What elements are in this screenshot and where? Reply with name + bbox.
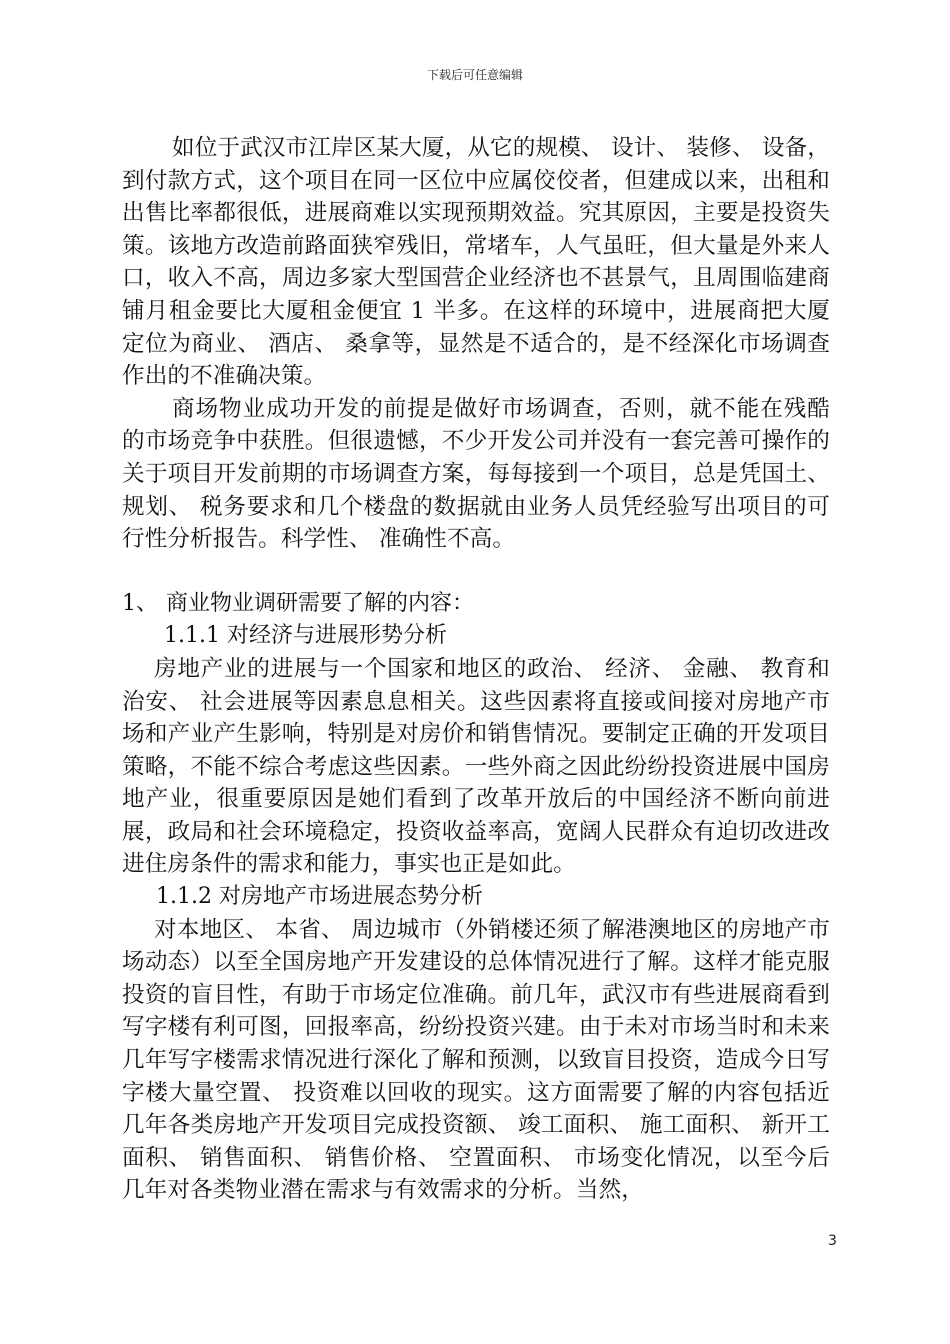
paragraph-market: 对本地区、 本省、 周边城市（外销楼还须了解港澳地区的房地产市场动态）以至全国房地产开发建设的总体情况进行了解。这样才能克服投资的盲目性，有助于市场定位准确。前几年，武汉市有些进展商看到写字楼有利可图，回报率高，纷纷投资兴建。由于未对市场当时和未来几年写字楼需求情况进行深化了解和预测，以致盲目投资，造成今日写字楼大量空置、 投资难以回收的现实。这方面需要了解的内容包括近几年各类房地产开发项目完成投资额、 竣工面积、 施工面积、 新开工面积、 销售面积、 销售价格、 空置面积、 市场变化情况，以至今后几年对各类物业潜在需求与有效需求的分析。当然， xyxy=(122,916,830,1204)
subsection-heading-economy: 1.1.1 对经济与进展形势分析 xyxy=(164,623,447,649)
section-heading xyxy=(122,588,830,621)
subsection-heading-market: 1.1.2 对房地产市场进展态势分析 xyxy=(156,884,483,910)
paragraph-market-survey: 商场物业成功开发的前提是做好市场调查，否则，就不能在残酷的市场竞争中获胜。但很遗憾，不少开发公司并没有一套完善可操作的关于项目开发前期的市场调查方案，每每接到一个项目，总是凭国土、 规划、 税务要求和几个楼盘的数据就由业务人员凭经验写出项目的可行性分析报告。科学性、 准确性不高。 xyxy=(122,395,830,553)
paragraph-case-example: 如位于武汉市江岸区某大厦，从它的规模、 设计、 装修、 设备，到付款方式，这个项目在同一区位中应属佼佼者，但建成以来，出租和出售比率都很低，进展商难以实现预期效益。究其原因，主要是投资失策。该地方改造前路面狭窄残旧，常堵车，人气虽旺，但大量是外来人口，收入不高，周边多家大型国营企业经济也不甚景气，且周围临建商铺月租金要比大厦租金便宜 1 半多。在这样的环境中，进展商把大厦定位为商业、 酒店、 桑拿等，显然是不适合的，是不经深化市场调查作出的不准确决策。 xyxy=(122,135,830,390)
section-title: 商业物业调研需要了解的内容： xyxy=(166,590,475,616)
paragraph-gap xyxy=(122,556,830,588)
paragraph-economy: 房地产业的进展与一个国家和地区的政治、 经济、 金融、 教育和治安、 社会进展等因素息息相关。这些因素将直接或间接对房地产市场和产业产生影响，特别是对房价和销售情况。要制定正确的开发项目策略，不能不综合考虑这些因素。一些外商之因此纷纷投资进展中国房地产业，很重要原因是她们看到了改革开放后的中国经济不断向前进展，政局和社会环境稳定，投资收益率高，宽阔人民群众有迫切改进改进住房条件的需求和能力，事实也正是如此。 xyxy=(122,655,830,878)
section-number: 1、 xyxy=(122,590,158,616)
page-number: 3 xyxy=(828,1233,837,1249)
document-body xyxy=(122,132,830,1207)
page-header: 下载后可任意编辑 xyxy=(426,68,523,82)
